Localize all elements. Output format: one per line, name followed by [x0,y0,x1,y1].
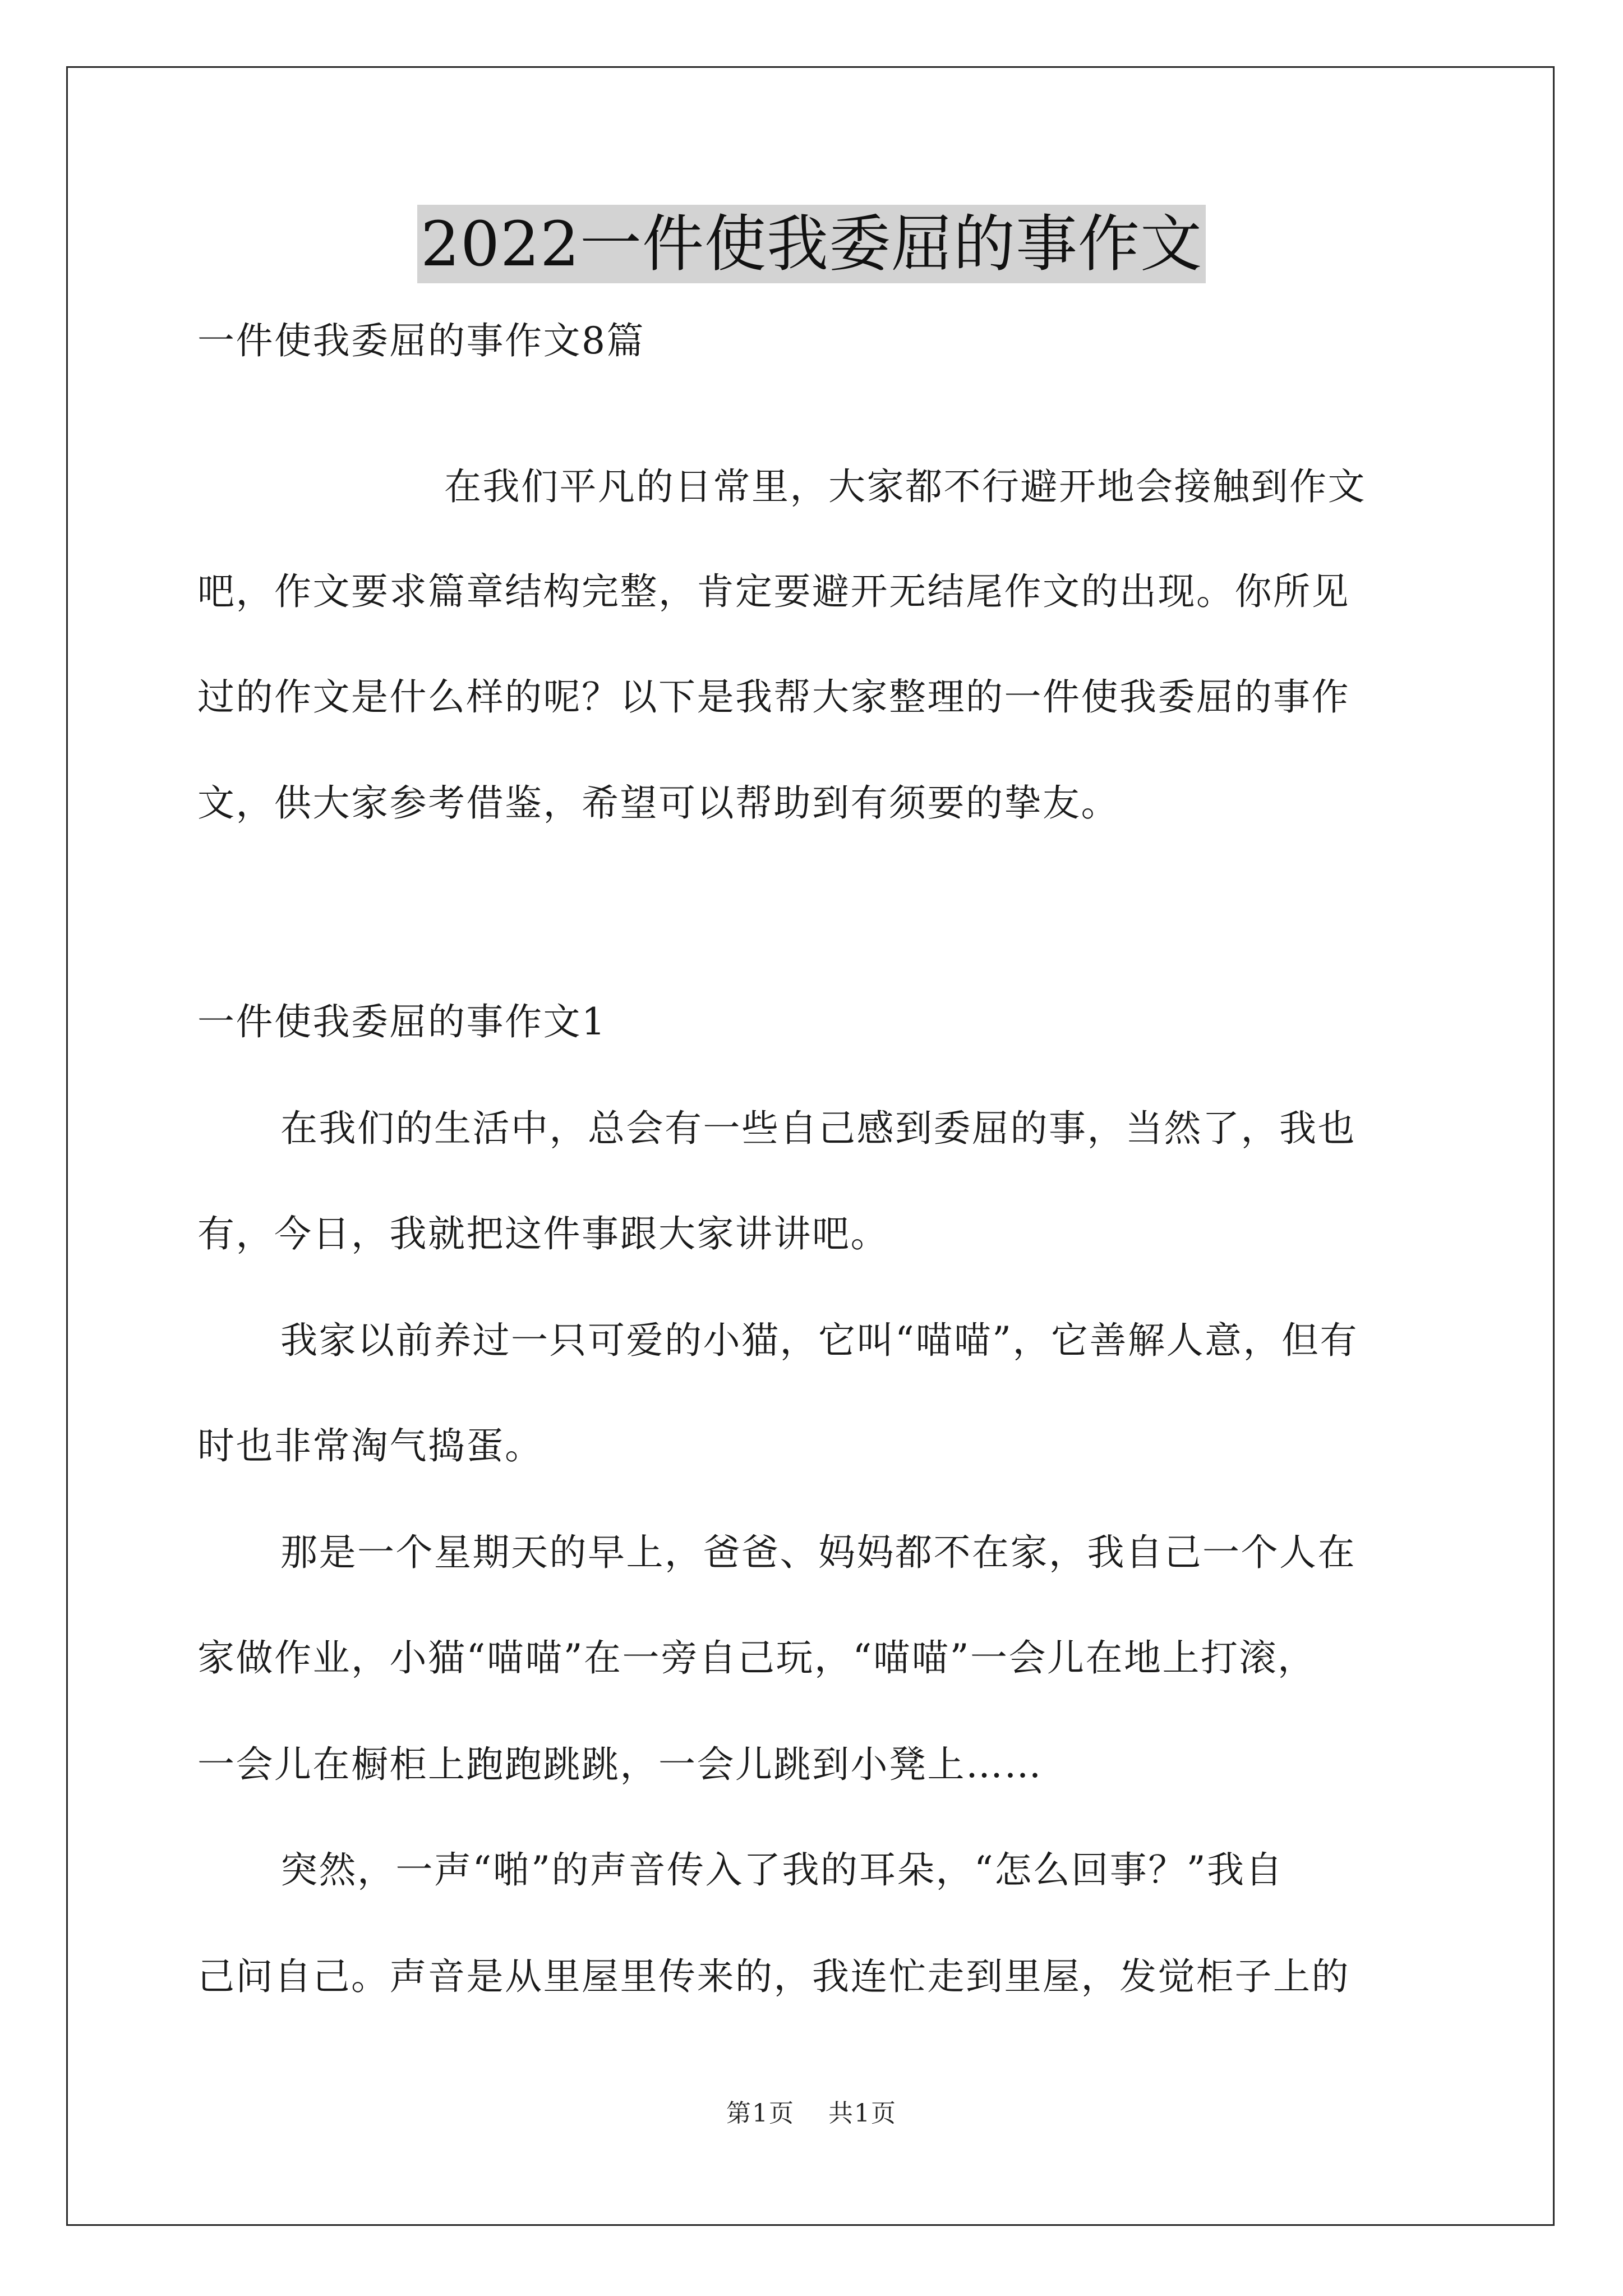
intro-line: 在我们平凡的日常里，大家都不行避开地会接触到作文 [444,465,1366,508]
intro-line: 过的作文是什么样的呢？以下是我帮大家整理的一件使我委屈的事作 [197,675,1350,719]
body-line: 我家以前养过一只可爱的小猫，它叫“喵喵”，它善解人意，但有 [280,1319,1358,1362]
document-title: 2022一件使我委屈的事作文 [417,205,1206,283]
title-container [0,205,1623,283]
body-line: 在我们的生活中，总会有一些自己感到委屈的事，当然了，我也 [280,1107,1356,1150]
intro-line: 文，供大家参考借鉴，希望可以帮助到有须要的挚友。 [197,781,1119,825]
body-line: 那是一个星期天的早上，爸爸、妈妈都不在家，我自己一个人在 [280,1531,1356,1574]
section-heading: 一件使我委屈的事作文1 [197,1000,607,1043]
body-line: 家做作业，小猫“喵喵”在一旁自己玩，“喵喵”一会儿在地上打滚， [197,1636,1316,1680]
intro-line: 吧，作文要求篇章结构完整，肯定要避开无结尾作文的出现。你所见 [197,570,1350,613]
body-line: 时也非常淘气捣蛋。 [197,1424,543,1467]
body-line: 突然，一声“啪”的声音传入了我的耳朵，“怎么回事？”我自 [280,1848,1284,1892]
body-line: 己问自己。声音是从里屋里传来的，我连忙走到里屋，发觉柜子上的 [197,1955,1350,1998]
page-footer [0,2098,1623,2129]
body-line: 有，今日，我就把这件事跟大家讲讲吧。 [197,1212,889,1255]
document-subtitle: 一件使我委屈的事作文8篇 [197,319,645,362]
page-number: 第1页 [726,2099,795,2128]
body-line: 一会儿在橱柜上跑跑跳跳，一会儿跳到小凳上…… [197,1743,1043,1786]
page-total: 共1页 [828,2099,897,2128]
